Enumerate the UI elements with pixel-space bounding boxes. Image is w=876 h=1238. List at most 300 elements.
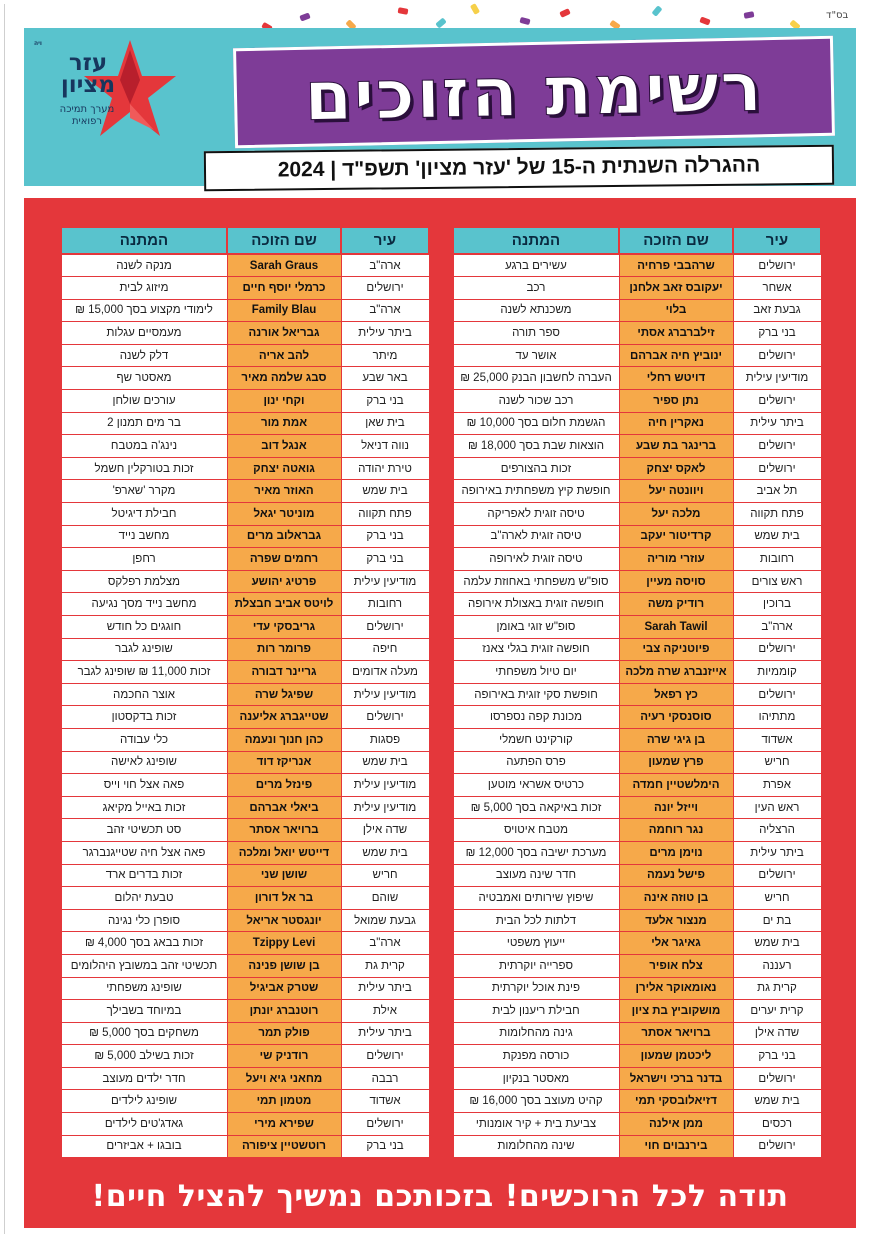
page-title: רשימת הזוכים [303, 47, 765, 137]
winner-name: מושקוביץ בת ציון [619, 1000, 733, 1023]
winner-city: רחובות [341, 593, 429, 616]
table-row [453, 254, 821, 277]
prize-name: שופינג לגבר [61, 638, 227, 661]
winner-name: ברויאר אסתר [619, 1022, 733, 1045]
winner-name: הימלשטיין חמדה [619, 774, 733, 797]
winner-name: כרמלי יוסף חיים [227, 277, 341, 300]
logo-small-text: ויה [34, 40, 42, 47]
winner-name: ממן אילנה [619, 1113, 733, 1136]
winners-table-left [60, 226, 430, 1158]
table-row [61, 728, 429, 751]
column-header-gift: המתנה [61, 227, 227, 254]
prize-name: זכות בבאג בסך 4,000 ₪ [61, 932, 227, 955]
winner-name: עוזרי מוריה [619, 548, 733, 571]
table-row [453, 344, 821, 367]
winner-city: בית שמש [341, 841, 429, 864]
winner-name: דויטש רחלי [619, 367, 733, 390]
winner-city: בני ברק [341, 548, 429, 571]
prize-name: ספרייה יוקרתית [453, 954, 619, 977]
prize-name: שופינג לאישה [61, 751, 227, 774]
winner-city: פסגות [341, 728, 429, 751]
prize-name: זכות באיקאה בסך 5,000 ₪ [453, 796, 619, 819]
winner-name: להב אריה [227, 344, 341, 367]
logo-tagline-line-2: רפואית [71, 116, 103, 127]
bsd-mark: בס"ד [826, 10, 849, 21]
winner-city: חריש [733, 751, 821, 774]
winner-city: ירושלים [341, 1045, 429, 1068]
prize-name: יום טיול משפחתי [453, 661, 619, 684]
winner-city: אשדוד [341, 1090, 429, 1113]
prize-name: מעמסיים עגלות [61, 322, 227, 345]
winner-name: בן שושן פנינה [227, 954, 341, 977]
table-row [453, 299, 821, 322]
prize-name: מחשב נייד [61, 525, 227, 548]
prize-name: העברה לחשבון הבנק 25,000 ₪ [453, 367, 619, 390]
winner-name: רחמים שפרה [227, 548, 341, 571]
winner-city: ירושלים [733, 864, 821, 887]
prize-name: זכות בשילב 5,000 ₪ [61, 1045, 227, 1068]
column-header-name: שם הזוכה [619, 227, 733, 254]
prize-name: סופ"ש זוגי באומן [453, 616, 619, 639]
winner-city: ירושלים [341, 277, 429, 300]
winner-city: אשדוד [733, 728, 821, 751]
table-row [61, 616, 429, 639]
winner-city: מעלה אדומים [341, 661, 429, 684]
winner-name: בירנבוים חוי [619, 1135, 733, 1158]
winner-city: בית שמש [733, 932, 821, 955]
table-row [61, 1000, 429, 1023]
table-row [61, 367, 429, 390]
winner-name: בר אל דורון [227, 887, 341, 910]
winner-name: נאקרין חיה [619, 412, 733, 435]
table-row [453, 796, 821, 819]
table-row [453, 1000, 821, 1023]
winner-city: קרית יערים [733, 1000, 821, 1023]
prize-name: ספר תורה [453, 322, 619, 345]
winner-city: ירושלים [341, 706, 429, 729]
table-row [453, 548, 821, 571]
winner-name: ויוונטה יעל [619, 480, 733, 503]
prize-name: זכות בהצורפים [453, 457, 619, 480]
winner-city: פתח תקווה [733, 503, 821, 526]
table-row [453, 277, 821, 300]
winner-name: בדנר ברכי וישראל [619, 1067, 733, 1090]
winner-city: רעננה [733, 954, 821, 977]
winner-city: בני ברק [341, 390, 429, 413]
prize-name: נינג'ה במטבח [61, 435, 227, 458]
winner-city: בני ברק [733, 1045, 821, 1068]
logo-tagline [44, 104, 130, 128]
winner-city: קרית גת [341, 954, 429, 977]
winner-city: שדה אילן [733, 1022, 821, 1045]
prize-name: פאה אצל חוי וייס [61, 774, 227, 797]
prize-name: סופרן כלי נגינה [61, 909, 227, 932]
winner-name: פולק תמר [227, 1022, 341, 1045]
winner-name: נתן ספיר [619, 390, 733, 413]
prize-name: מצלמת רפלקס [61, 570, 227, 593]
prize-name: חדר ילדים מעוצב [61, 1067, 227, 1090]
winner-name: Sarah Tawil [619, 616, 733, 639]
winner-city: ביתר עילית [341, 977, 429, 1000]
table-row [453, 367, 821, 390]
table-row [453, 728, 821, 751]
table-header-row [61, 227, 429, 254]
table-row [453, 593, 821, 616]
winner-city: בית שמש [341, 480, 429, 503]
winner-city: ארה"ב [341, 299, 429, 322]
winner-name: יעקובס זאב אלחנן [619, 277, 733, 300]
winner-city: בית שמש [341, 751, 429, 774]
table-row [61, 412, 429, 435]
winner-name: רודיק משה [619, 593, 733, 616]
prize-name: דלק לשנה [61, 344, 227, 367]
table-row [61, 887, 429, 910]
column-header-name: שם הזוכה [227, 227, 341, 254]
table-row [453, 954, 821, 977]
winner-city: ראש צורים [733, 570, 821, 593]
winner-city: ארה"ב [733, 616, 821, 639]
table-row [61, 457, 429, 480]
table-row [61, 683, 429, 706]
table-row [453, 909, 821, 932]
table-row [61, 1022, 429, 1045]
winner-city: ירושלים [733, 254, 821, 277]
winner-name: זילברברג אסתי [619, 322, 733, 345]
logo-tagline-line-1: מערך תמיכה [59, 104, 115, 115]
winner-city: בני ברק [341, 525, 429, 548]
winner-name: לאקס יצחק [619, 457, 733, 480]
prize-name: זכות בדרים ארד [61, 864, 227, 887]
prize-name: טבעת יהלום [61, 887, 227, 910]
table-row [61, 525, 429, 548]
winner-city: בני ברק [341, 1135, 429, 1158]
table-row [61, 1113, 429, 1136]
prize-name: מחשב נייד מסך נגיעה [61, 593, 227, 616]
winner-city: הרצליה [733, 819, 821, 842]
winner-name: ינוביץ חיה אברהם [619, 344, 733, 367]
winner-city: בית שמש [733, 525, 821, 548]
prize-name: סט תכשיטי זהב [61, 819, 227, 842]
winner-name: כהן חנוך ונעמה [227, 728, 341, 751]
prize-name: חופשה זוגית באצולת אירופה [453, 593, 619, 616]
prize-name: כלי עבודה [61, 728, 227, 751]
winner-name: כץ רפאל [619, 683, 733, 706]
table-row [61, 277, 429, 300]
prize-name: בובגו + אביזרים [61, 1135, 227, 1158]
table-row [61, 819, 429, 842]
winner-name: שרהבבי פרחיה [619, 254, 733, 277]
table-row [453, 638, 821, 661]
winner-city: שוהם [341, 887, 429, 910]
column-header-city: עיר [733, 227, 821, 254]
winner-city: פתח תקווה [341, 503, 429, 526]
logo-wordmark [50, 52, 126, 96]
prize-name: דלתות לכל הבית [453, 909, 619, 932]
table-row [61, 548, 429, 571]
winner-city: בת ים [733, 909, 821, 932]
winner-name: לויטס אביב חבצלת [227, 593, 341, 616]
table-row [61, 435, 429, 458]
winner-name: ביאלי אברהם [227, 796, 341, 819]
prize-name: חבילת ריענון לבית [453, 1000, 619, 1023]
table-row [61, 322, 429, 345]
winner-name: סבג שלמה מאיר [227, 367, 341, 390]
table-row [453, 390, 821, 413]
prize-name: פרס הפתעה [453, 751, 619, 774]
winner-name: האוזר מאיר [227, 480, 341, 503]
prize-name: זכות בטורקלין חשמל [61, 457, 227, 480]
prize-name: סופ"ש משפחתי באחוזת עלמה [453, 570, 619, 593]
table-row [453, 706, 821, 729]
prize-name: זכות 11,000 ₪ שופינג לגבר [61, 661, 227, 684]
winner-name: נאומאוקר אלירן [619, 977, 733, 1000]
winner-name: מנצור אלעד [619, 909, 733, 932]
winner-name: נוימן מרים [619, 841, 733, 864]
footer-banner [24, 1168, 856, 1224]
winner-city: ירושלים [733, 390, 821, 413]
winner-city: בית שאן [341, 412, 429, 435]
prize-name: חדר שינה מעוצב [453, 864, 619, 887]
prize-name: משחקים בסך 5,000 ₪ [61, 1022, 227, 1045]
prize-name: חופשה זוגית בגלי צאנז [453, 638, 619, 661]
logo-name-line-2: מציון [60, 72, 116, 98]
winner-city: באר שבע [341, 367, 429, 390]
footer-thanks: תודה לכל הרוכשים! בזכותכם נמשיך להציל חיים! [91, 1178, 789, 1214]
winner-city: תל אביב [733, 480, 821, 503]
prize-name: תכשיטי זהב במשובץ היהלומים [61, 954, 227, 977]
table-row [453, 1135, 821, 1158]
table-row [453, 1022, 821, 1045]
table-row [453, 412, 821, 435]
winner-name: וקחי ינון [227, 390, 341, 413]
winner-city: טירת יהודה [341, 457, 429, 480]
table-row [61, 1090, 429, 1113]
table-header-row [453, 227, 821, 254]
table-row [453, 616, 821, 639]
table-row [453, 864, 821, 887]
winner-city: מתתיהו [733, 706, 821, 729]
winner-name: ליכטמן שמעון [619, 1045, 733, 1068]
winner-city: אשחר [733, 277, 821, 300]
winner-name: סויסה מעיין [619, 570, 733, 593]
table-row [61, 841, 429, 864]
prize-name: זכות בדקסטון [61, 706, 227, 729]
table-row [61, 1045, 429, 1068]
winner-city: רבבה [341, 1067, 429, 1090]
winner-name: גריבסקי עדי [227, 616, 341, 639]
winner-name: גריינר דבורה [227, 661, 341, 684]
table-row [453, 525, 821, 548]
winner-city: אילת [341, 1000, 429, 1023]
table-row [61, 661, 429, 684]
column-header-city: עיר [341, 227, 429, 254]
prize-name: טיסה זוגית לאירופה [453, 548, 619, 571]
prize-name: אושר עד [453, 344, 619, 367]
table-row [61, 977, 429, 1000]
winner-name: קרדיטור יעקב [619, 525, 733, 548]
winner-city: קרית גת [733, 977, 821, 1000]
prize-name: מכונת קפה נספרסו [453, 706, 619, 729]
winner-city: מודיעין עילית [733, 367, 821, 390]
winner-city: מודיעין עילית [341, 570, 429, 593]
winner-name: דייטש יואל ומלכה [227, 841, 341, 864]
winner-city: נווה דניאל [341, 435, 429, 458]
winner-name: ברינגר בת שבע [619, 435, 733, 458]
prize-name: מקרר 'שארפ' [61, 480, 227, 503]
winner-city: ירושלים [733, 1135, 821, 1158]
winner-city: רחובות [733, 548, 821, 571]
page-subtitle: ההגרלה השנתית ה-15 של 'עזר מציון' תשפ"ד | 2024 [277, 153, 761, 182]
table-row [453, 1090, 821, 1113]
table-row [61, 751, 429, 774]
winner-city: ירושלים [733, 1067, 821, 1090]
table-row [453, 841, 821, 864]
winner-name: דזיאלובסקי תמי [619, 1090, 733, 1113]
table-row [61, 909, 429, 932]
winner-name: מטמון תמי [227, 1090, 341, 1113]
winner-name: סוסנסקי רעיה [619, 706, 733, 729]
table-row [453, 774, 821, 797]
table-row [453, 570, 821, 593]
prize-name: עשירים ברגע [453, 254, 619, 277]
winner-city: ירושלים [341, 616, 429, 639]
table-row [453, 932, 821, 955]
winner-city: רכסים [733, 1113, 821, 1136]
prize-name: שופינג משפחתי [61, 977, 227, 1000]
prize-name: גאדג'טים לילדים [61, 1113, 227, 1136]
winner-name: צלח אופיר [619, 954, 733, 977]
winner-city: ארה"ב [341, 254, 429, 277]
prize-name: הגשמת חלום בסך 10,000 ₪ [453, 412, 619, 435]
winner-city: ביתר עילית [733, 412, 821, 435]
winner-city: ברוכין [733, 593, 821, 616]
table-row [61, 774, 429, 797]
winner-city: ביתר עילית [341, 322, 429, 345]
table-row [61, 1067, 429, 1090]
winner-city: מודיעין עילית [341, 796, 429, 819]
prize-name: פאה אצל חיה שטייגנברגר [61, 841, 227, 864]
winner-name: Family Blau [227, 299, 341, 322]
table-row [453, 503, 821, 526]
ezer-mizion-logo [24, 40, 164, 160]
prize-name: בר מים תמנון 2 [61, 412, 227, 435]
winner-name: נגר רוחמה [619, 819, 733, 842]
winner-name: רודניק שי [227, 1045, 341, 1068]
winner-name: מחאני גיא ויעל [227, 1067, 341, 1090]
winner-city: בני ברק [733, 322, 821, 345]
prize-name: מאסטר שף [61, 367, 227, 390]
table-row [453, 1113, 821, 1136]
table-row [61, 299, 429, 322]
prize-name: מאסטר בנקיון [453, 1067, 619, 1090]
winner-city: ירושלים [733, 435, 821, 458]
prize-name: מערכת ישיבה בסך 12,000 ₪ [453, 841, 619, 864]
winner-name: וייזל יונה [619, 796, 733, 819]
winner-city: חיפה [341, 638, 429, 661]
table-row [61, 254, 429, 277]
prize-name: קהיט מעוצב בסך 16,000 ₪ [453, 1090, 619, 1113]
prize-name: כרטיס אשראי מוטען [453, 774, 619, 797]
winner-city: ירושלים [733, 638, 821, 661]
winner-name: אנריקז דוד [227, 751, 341, 774]
winner-city: קוממיות [733, 661, 821, 684]
prize-name: טיסה זוגית לארה"ב [453, 525, 619, 548]
prize-name: חבילת דיגיטל [61, 503, 227, 526]
winner-name: אמת מור [227, 412, 341, 435]
prize-name: ייעוץ משפטי [453, 932, 619, 955]
table-row [453, 977, 821, 1000]
winner-name: שטייגברג אליענה [227, 706, 341, 729]
winner-name: אנגל דוב [227, 435, 341, 458]
prize-name: כורסה מפנקת [453, 1045, 619, 1068]
prize-name: רכב [453, 277, 619, 300]
subtitle-box [204, 145, 834, 192]
winners-table-right [452, 226, 822, 1158]
winner-name: גואטה יצחק [227, 457, 341, 480]
winner-name: פישל נעמה [619, 864, 733, 887]
prize-name: חופשת קיץ משפחתית באירופה [453, 480, 619, 503]
prize-name: פינת אוכל יוקרתית [453, 977, 619, 1000]
winner-name: פינזל מרים [227, 774, 341, 797]
prize-name: חופשת סקי זוגית באירופה [453, 683, 619, 706]
winner-name: רוטשטיין ציפורה [227, 1135, 341, 1158]
table-row [61, 706, 429, 729]
table-row [453, 1067, 821, 1090]
table-row [61, 864, 429, 887]
winner-city: חריש [341, 864, 429, 887]
table-row [61, 638, 429, 661]
table-row [61, 344, 429, 367]
winner-name: Sarah Graus [227, 254, 341, 277]
winner-name: יונגסטר אריאל [227, 909, 341, 932]
winner-name: בן טוזה אינה [619, 887, 733, 910]
winner-name: גבראלוב מרים [227, 525, 341, 548]
prize-name: שיפוץ שירותים ואמבטיה [453, 887, 619, 910]
table-row [453, 819, 821, 842]
winner-city: ביתר עילית [341, 1022, 429, 1045]
table-row [453, 480, 821, 503]
table-row [61, 796, 429, 819]
winner-city: אפרת [733, 774, 821, 797]
winner-city: ירושלים [733, 457, 821, 480]
winner-name: בלוי [619, 299, 733, 322]
prize-name: במיוחד בשבילך [61, 1000, 227, 1023]
table-row [453, 683, 821, 706]
prize-name: זכות באייל מקיאג [61, 796, 227, 819]
winner-name: פרץ שמעון [619, 751, 733, 774]
winner-city: ביתר עילית [733, 841, 821, 864]
prize-name: רחפן [61, 548, 227, 571]
winner-city: חריש [733, 887, 821, 910]
winner-name: גאיגר אלי [619, 932, 733, 955]
winner-name: מלכה יעל [619, 503, 733, 526]
winner-city: גבעת זאב [733, 299, 821, 322]
winner-city: ירושלים [733, 344, 821, 367]
prize-name: שינה מהחלומות [453, 1135, 619, 1158]
prize-name: לימודי מקצוע בסך 15,000 ₪ [61, 299, 227, 322]
logo-name-line-1: עזר [68, 50, 108, 76]
winner-city: שדה אילן [341, 819, 429, 842]
winner-city: ירושלים [341, 1113, 429, 1136]
winner-name: גבריאל אורנה [227, 322, 341, 345]
winner-city: מודיעין עילית [341, 683, 429, 706]
table-row [453, 661, 821, 684]
winner-city: ראש העין [733, 796, 821, 819]
table-row [61, 480, 429, 503]
table-row [61, 954, 429, 977]
column-header-gift: המתנה [453, 227, 619, 254]
table-row [61, 390, 429, 413]
